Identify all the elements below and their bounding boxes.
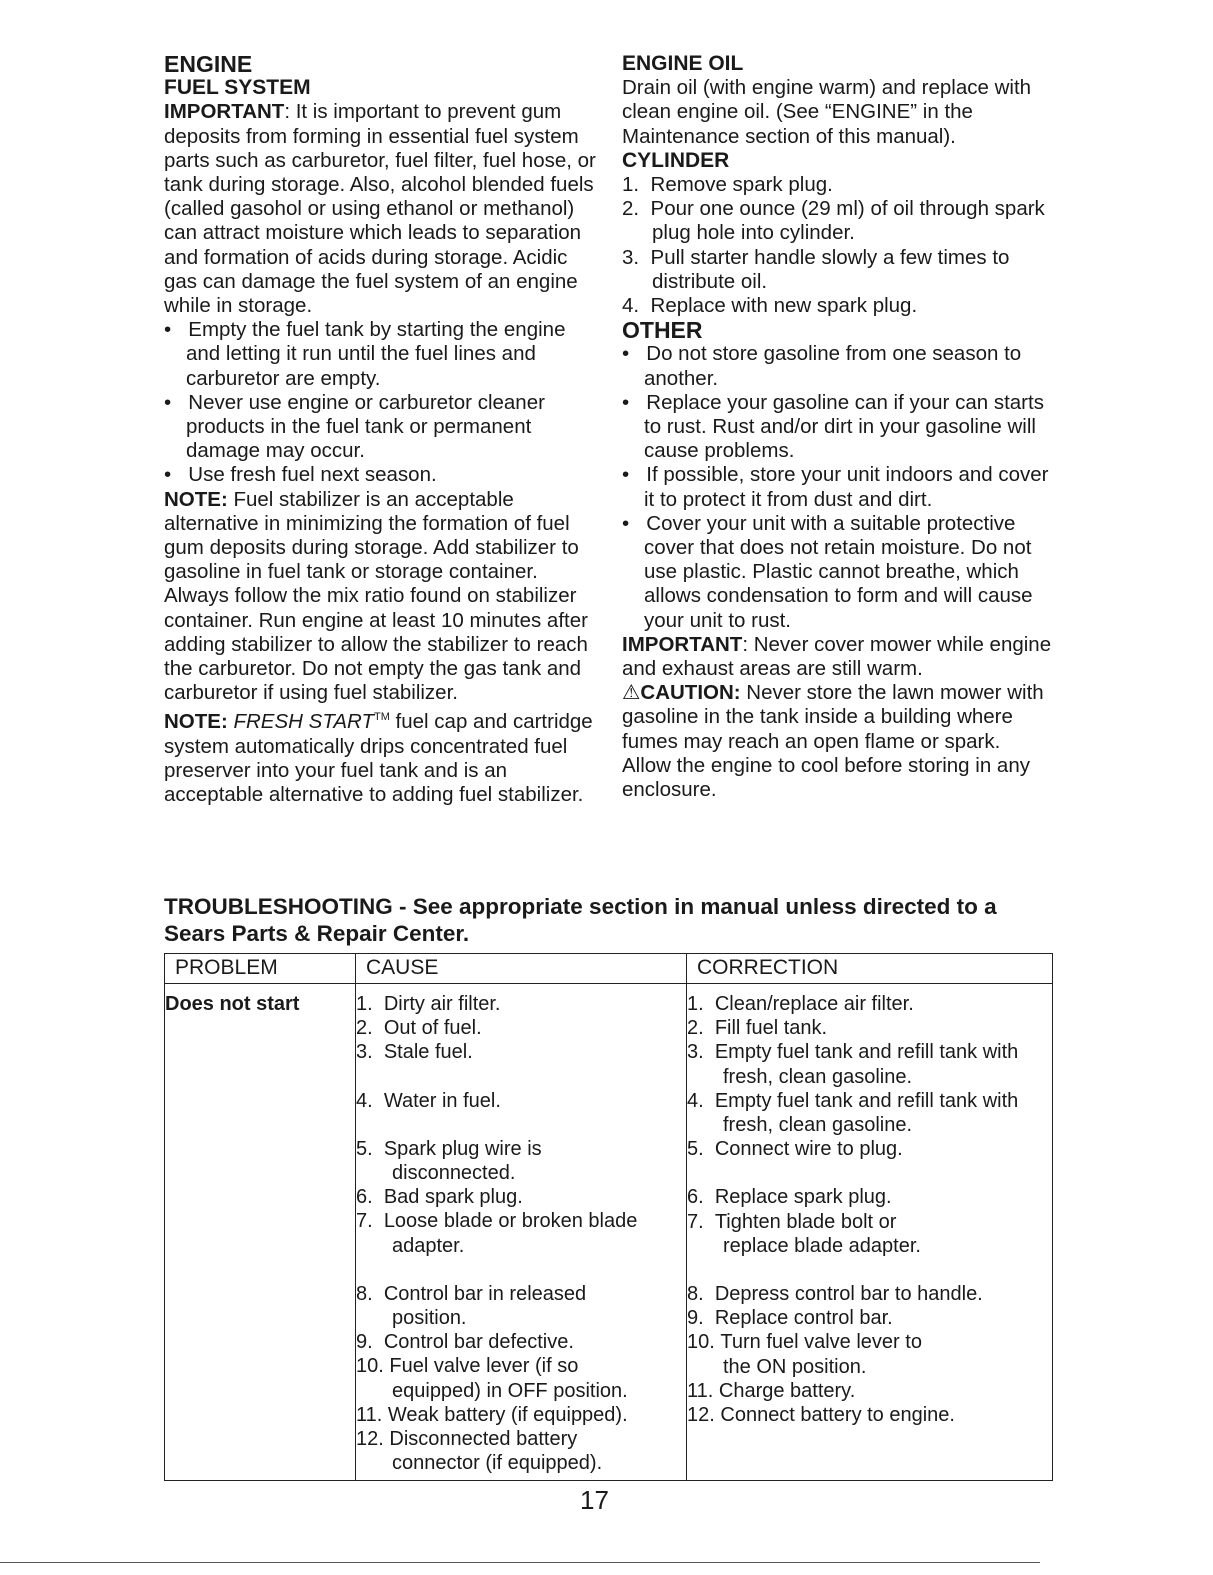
cylinder-heading: CYLINDER xyxy=(622,148,730,172)
bottom-divider xyxy=(0,1562,1040,1563)
correction-item: 4. Empty fuel tank and refill tank with fresh, clean gasoline. xyxy=(687,1089,1019,1137)
cylinder-step: 2. Pour one ounce (29 ml) of oil through spark plug hole into cylinder. xyxy=(622,197,1045,245)
important-label: IMPORTANT xyxy=(622,632,743,656)
correction-item: 10. Turn fuel valve lever to the ON position. xyxy=(687,1331,922,1378)
cause-header: CAUSE xyxy=(356,954,687,984)
fuel-system-heading: FUEL SYSTEM xyxy=(164,76,311,100)
important-label: IMPORTANT xyxy=(164,100,285,124)
fuel-bullet: • Empty the fuel tank by starting the engine and letting it run until the fuel lines and carburetor are empty. xyxy=(164,318,566,390)
cause-item: 3. Stale fuel. xyxy=(356,1041,473,1064)
fuel-bullet: • Never use engine or carburetor cleaner products in the fuel tank or permanent damage may occur. xyxy=(164,390,545,463)
cause-item: 2. Out of fuel. xyxy=(356,1017,482,1040)
other-bullet: • Cover your unit with a suitable protective cover that does not retain moisture. Do not use plastic. Plastic cannot breathe, which allows condensation to form and will cause your unit to rust. xyxy=(622,511,1033,632)
problem-cell: Does not start xyxy=(165,984,356,1481)
correction-item: 11. Charge battery. xyxy=(687,1379,856,1402)
note-label: NOTE: xyxy=(164,487,228,511)
warning-triangle-icon: ⚠ xyxy=(622,681,641,705)
cause-item: 9. Control bar defective. xyxy=(356,1331,574,1354)
correction-item: 5. Connect wire to plug. xyxy=(687,1138,903,1161)
correction-header: CORRECTION xyxy=(687,954,1053,984)
engine-oil-text: Drain oil (with engine warm) and replace with clean engine oil. (See “ENGINE” in the Maintenance section of this manual). xyxy=(622,76,1032,148)
left-column xyxy=(164,52,604,807)
correction-item: 9. Replace control bar. xyxy=(687,1307,893,1330)
other-bullet: • Replace your gasoline can if your can starts to rust. Rust and/or dirt in your gasoline will cause problems. xyxy=(622,390,1044,463)
other-heading: OTHER xyxy=(622,317,703,344)
cause-item: 1. Dirty air filter. xyxy=(356,993,501,1015)
other-bullet: • Do not store gasoline from one season to another. xyxy=(622,342,1022,390)
cause-item: 5. Spark plug wire is disconnected. xyxy=(356,1137,542,1185)
cause-item: 7. Loose blade or broken blade adapter. xyxy=(356,1210,638,1257)
engine-heading: ENGINE xyxy=(164,51,253,77)
cylinder-step: 3. Pull starter handle slowly a few times to distribute oil. xyxy=(622,245,1010,293)
fresh-start-note: NOTE: FRESH START™ fuel cap and cartridge system automatically drips concentrated fuel preserver into your fuel tank and is an acceptable alternative to adding fuel stabilizer. xyxy=(164,710,593,806)
correction-cell xyxy=(687,984,1053,1481)
other-bullet: • If possible, store your unit indoors and cover it to protect it from dust and dirt. xyxy=(622,463,1049,511)
cause-cell xyxy=(356,984,687,1481)
correction-item: 1. Clean/replace air filter. xyxy=(687,993,914,1015)
note-label: NOTE: xyxy=(164,710,228,734)
fuel-bullet: • Use fresh fuel next season. xyxy=(164,463,437,487)
cause-item: 12. Disconnected battery connector (if equipped). xyxy=(356,1428,603,1475)
troubleshooting-table xyxy=(164,953,1053,1481)
engine-oil-heading: ENGINE OIL xyxy=(622,52,744,75)
caution-paragraph: ⚠CAUTION: Never store the lawn mower with gasoline in the tank inside a building where fumes may reach an open flame or spark. Allow the engine to cool before storing in any enclosure. xyxy=(622,681,1044,802)
correction-item: 8. Depress control bar to handle. xyxy=(687,1283,983,1306)
cylinder-step: 1. Remove spark plug. xyxy=(622,173,833,197)
correction-item: 2. Fill fuel tank. xyxy=(687,1017,828,1040)
stabilizer-note: NOTE: Fuel stabilizer is an acceptable alternative in minimizing the formation of fuel gum deposits during storage. Add stabilizer to gasoline in fuel tank or storage container. Always follow the mix ratio found on stabilizer container. Run engine at least 10 minutes after adding stabilizer to allow the stabilizer to reach the carburetor. Do not empty the gas tank and carburetor if using fuel stabilizer. xyxy=(164,487,588,705)
cause-item: 8. Control bar in released position. xyxy=(356,1282,587,1330)
correction-item: 7. Tighten blade bolt or replace blade adapter. xyxy=(687,1210,921,1257)
right-column xyxy=(622,52,1052,802)
storage-important: IMPORTANT: Never cover mower while engine and exhaust areas are still warm. xyxy=(622,632,1052,681)
problem-header: PROBLEM xyxy=(165,954,356,984)
correction-item: 3. Empty fuel tank and refill tank with fresh, clean gasoline. xyxy=(687,1041,1019,1088)
fresh-start-brand: FRESH START xyxy=(233,710,374,734)
correction-item: 6. Replace spark plug. xyxy=(687,1186,892,1209)
table-row xyxy=(165,984,1053,1481)
cause-item: 10. Fuel valve lever (if so equipped) in OFF position. xyxy=(356,1355,628,1402)
caution-label: CAUTION: xyxy=(640,681,741,705)
cause-item: 6. Bad spark plug. xyxy=(356,1186,523,1209)
cause-item: 11. Weak battery (if equipped). xyxy=(356,1403,628,1426)
correction-item: 12. Connect battery to engine. xyxy=(687,1404,955,1427)
troubleshooting-title: TROUBLESHOOTING - See appropriate section in manual unless directed to a Sears Parts & Repair Center. xyxy=(164,894,997,946)
fuel-important-paragraph: IMPORTANT: It is important to prevent gum deposits from forming in essential fuel system parts such as carburetor, fuel filter, fuel hose, or tank during storage. Also, alcohol blended fuels (called gasohol or using ethanol or methanol) can attract moisture which leads to separation and formation of acids during storage. Acidic gas can damage the fuel system of an engine while in storage. xyxy=(164,100,596,318)
cylinder-step: 4. Replace with new spark plug. xyxy=(622,294,918,318)
page-number: 17 xyxy=(580,1485,609,1515)
cause-item: 4. Water in fuel. xyxy=(356,1089,501,1112)
